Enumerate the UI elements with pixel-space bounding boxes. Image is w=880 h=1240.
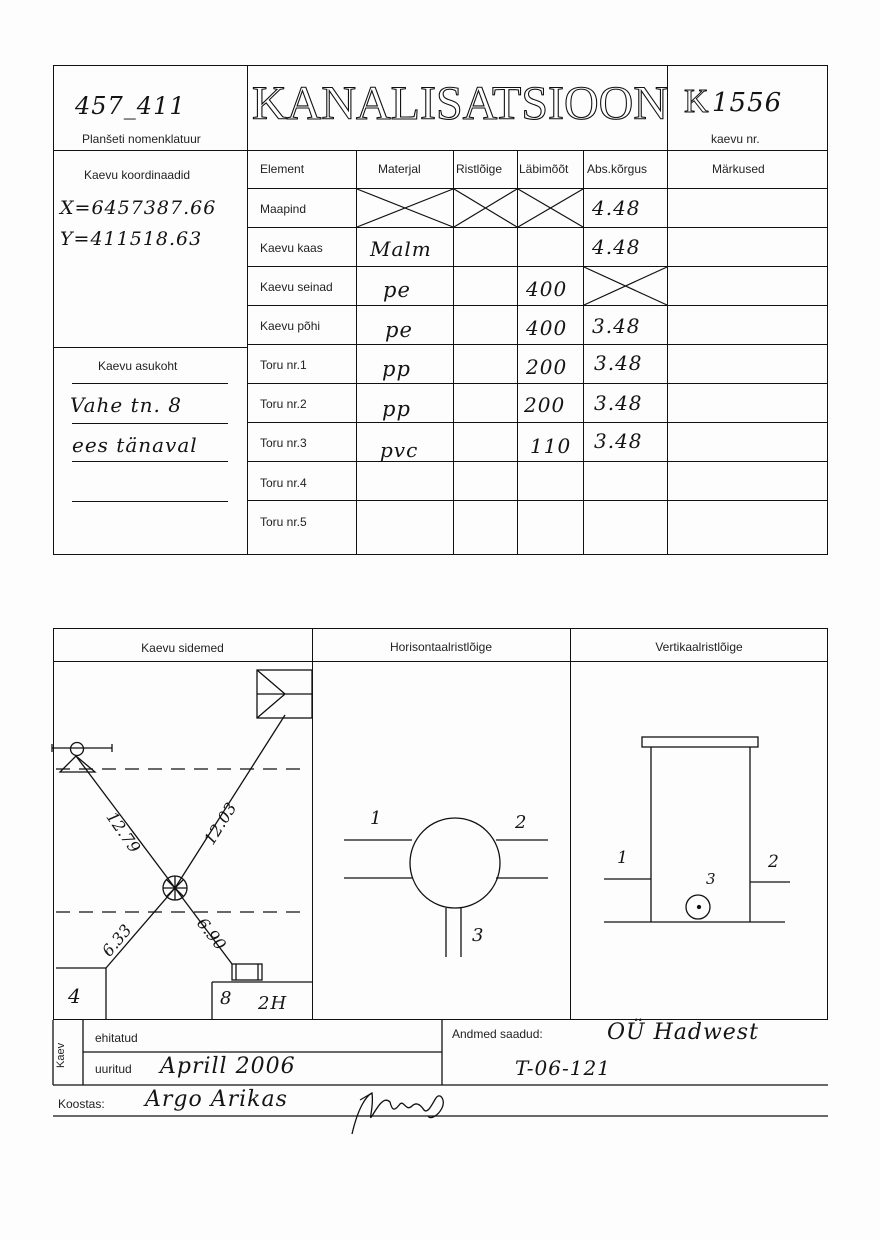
house-number-right-b: 2H — [258, 993, 288, 1014]
row-diameter: 400 — [526, 277, 568, 301]
compiled-by-label: Koostas: — [58, 1097, 105, 1111]
col-header-material: Materjal — [378, 162, 421, 176]
col-header-element: Element — [260, 162, 305, 176]
vertical-pipe-label-1: 1 — [617, 848, 629, 868]
compiled-by-value: Argo Arikas — [145, 1087, 288, 1112]
col-header-abs-height: Abs.kõrgus — [587, 162, 648, 176]
row-element-label: Toru nr.2 — [260, 397, 307, 411]
location-line2: ees tänaval — [72, 433, 198, 457]
row-diameter: 400 — [526, 316, 568, 340]
col-header-notes: Märkused — [712, 162, 765, 176]
data-source-label: Andmed saadud: — [452, 1027, 543, 1041]
built-label: ehitatud — [95, 1031, 138, 1045]
row-material: Malm — [370, 237, 432, 261]
row-abs-height: 4.48 — [592, 196, 641, 220]
kaev-label: Kaev — [55, 1042, 67, 1068]
row-abs-height: 3.48 — [592, 314, 641, 338]
location-line1: Vahe tn. 8 — [70, 393, 182, 417]
data-reference-value: T-06-121 — [515, 1056, 611, 1080]
row-abs-height: 3.48 — [594, 391, 643, 415]
row-element-label: Toru nr.1 — [260, 358, 307, 372]
row-material: pvc — [380, 438, 419, 462]
row-material: pp — [382, 357, 411, 381]
row-abs-height: 3.48 — [594, 429, 643, 453]
data-source-value: OÜ Hadwest — [607, 1020, 759, 1045]
pipe-label-1: 1 — [370, 808, 383, 829]
row-material: pe — [383, 278, 411, 302]
row-material: pe — [385, 318, 413, 342]
coordinate-y: Y=411518.63 — [60, 228, 203, 250]
house-number-left: 4 — [68, 984, 82, 1008]
vertical-pipe-label-2: 2 — [768, 852, 780, 872]
surveyed-value: Aprill 2006 — [160, 1054, 296, 1079]
tie-distance-top-right: 12.03 — [200, 799, 241, 849]
pipe-label-3: 3 — [472, 925, 485, 946]
nomenclature-value: 457_411 — [75, 92, 186, 120]
horizontal-section-title: Horisontaalristlõige — [389, 640, 493, 654]
row-diameter: 110 — [530, 434, 572, 458]
row-element-label: Maapind — [260, 202, 307, 216]
tie-distance-bottom-left: 6.33 — [98, 920, 136, 961]
well-number-label: kaevu nr. — [711, 132, 760, 146]
house-number-right-a: 8 — [220, 988, 233, 1009]
form-title: KANALISATSIOON — [252, 77, 668, 130]
col-header-cross-section: Ristlõige — [456, 162, 503, 176]
row-abs-height: 3.48 — [594, 351, 643, 375]
well-number-value: 1556 — [712, 88, 783, 118]
location-label: Kaevu asukoht — [98, 359, 178, 373]
coordinates-label: Kaevu koordinaadid — [84, 168, 191, 182]
col-header-diameter: Läbimõõt — [519, 162, 569, 176]
tie-distance-bottom-right: 6.90 — [193, 914, 230, 954]
ties-panel-title: Kaevu sidemed — [141, 641, 224, 655]
row-element-label: Toru nr.4 — [260, 476, 307, 490]
row-element-label: Kaevu seinad — [260, 280, 333, 294]
surveyed-label: uuritud — [95, 1062, 132, 1076]
row-element-label: Toru nr.3 — [260, 436, 307, 450]
row-diameter: 200 — [524, 393, 566, 417]
row-material: pp — [382, 397, 411, 421]
row-element-label: Kaevu kaas — [260, 241, 323, 255]
nomenclature-label: Planšeti nomenklatuur — [82, 132, 201, 146]
row-element-label: Kaevu põhi — [260, 319, 321, 333]
vertical-section-title: Vertikaalristlõige — [655, 640, 743, 654]
row-element-label: Toru nr.5 — [260, 515, 307, 529]
tie-distance-top-left: 12.79 — [102, 808, 145, 857]
row-diameter: 200 — [526, 355, 568, 379]
well-prefix: K — [684, 83, 709, 120]
coordinate-x: X=6457387.66 — [60, 197, 217, 219]
pipe-label-2: 2 — [515, 812, 528, 833]
vertical-pipe-label-3: 3 — [706, 870, 717, 888]
row-abs-height: 4.48 — [592, 235, 641, 259]
